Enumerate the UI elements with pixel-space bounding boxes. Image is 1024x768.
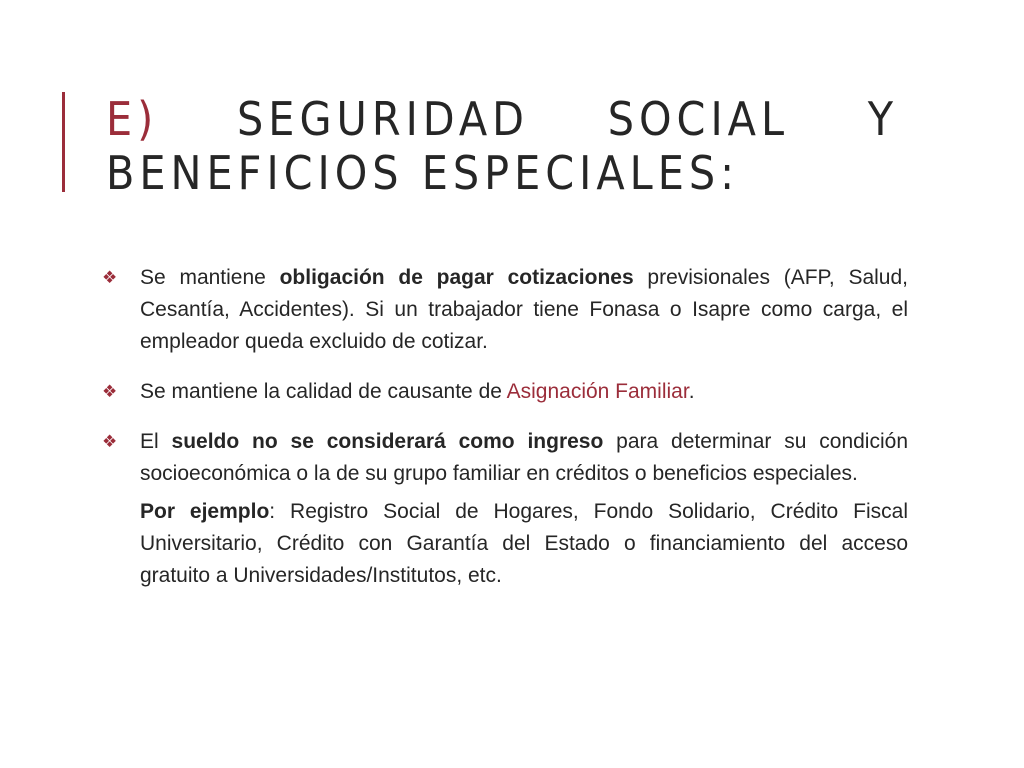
bullet-3-example-paragraph bbox=[102, 496, 908, 592]
example-label: Por ejemplo bbox=[140, 500, 270, 523]
bullet-text-3 bbox=[140, 426, 908, 490]
title-text: SEGURIDAD SOCIAL Y BENEFICIOS ESPECIALES: bbox=[106, 92, 898, 200]
diamond-bullet-icon: ❖ bbox=[102, 268, 118, 287]
bullet-item-2 bbox=[102, 376, 908, 408]
bullet-item-1 bbox=[102, 262, 908, 358]
bullet-item-3 bbox=[102, 426, 908, 490]
bullet-2-text-a: Se mantiene la calidad de causante de bbox=[140, 380, 507, 403]
title-prefix: E) bbox=[106, 92, 159, 146]
bullet-2-text-b: . bbox=[688, 380, 695, 403]
bullet-3-bold: sueldo no se considerará como ingreso bbox=[171, 430, 604, 453]
bullet-3-text-b: para determinar su condición socioeconómica o la de su grupo familiar en créditos o beneficios especiales. bbox=[140, 430, 908, 485]
example-text: : Registro Social de Hogares, Fondo Solidario, Crédito Fiscal Universitario, Crédito con Garantía del Estado o financiamiento del acceso gratuito a Universidades/Institutos, etc. bbox=[140, 500, 908, 587]
bullet-2-highlight: Asignación Familiar bbox=[506, 380, 689, 403]
bullet-text-2 bbox=[140, 376, 908, 408]
bullet-text-1 bbox=[140, 262, 908, 358]
slide-content bbox=[102, 262, 908, 592]
bullet-1-text-a: Se mantiene bbox=[140, 266, 280, 289]
diamond-bullet-icon: ❖ bbox=[102, 432, 118, 451]
slide-title bbox=[106, 92, 898, 200]
bullet-1-bold: obligación de pagar cotizaciones bbox=[279, 266, 634, 289]
bullet-1-text-b: previsionales (AFP, Salud, Cesantía, Accidentes). Si un trabajador tiene Fonasa o Isapre como carga, el empleador queda excluido de cotizar. bbox=[140, 266, 908, 353]
diamond-bullet-icon: ❖ bbox=[102, 382, 118, 401]
title-accent-bar bbox=[62, 92, 65, 192]
bullet-3-text-a: El bbox=[140, 430, 172, 453]
